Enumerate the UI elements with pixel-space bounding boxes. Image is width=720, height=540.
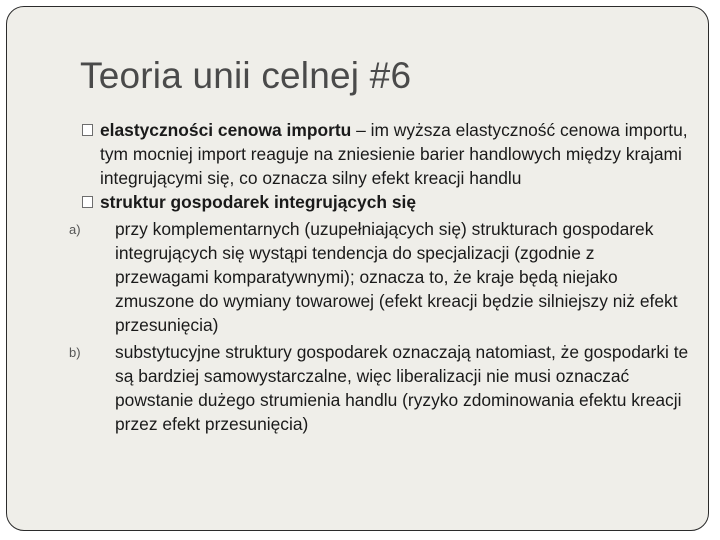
bullet-item-elasticity bbox=[80, 118, 690, 190]
square-bullet-icon bbox=[82, 196, 93, 208]
sub-item-b bbox=[69, 340, 690, 436]
sub-item-text: przy komplementarnych (uzupełniających się) strukturach gospodarek integrujących się wystąpi tendencja do specjalizacji (zgodnie z przewagami komparatywnymi); oznacza to, że kraje będą niejako zmuszone do wymiany towarowej (efekt kreacji będzie silniejszy niż efekt przesunięcia) bbox=[115, 219, 678, 335]
square-bullet-icon bbox=[82, 124, 93, 136]
bullet-item-structures bbox=[80, 190, 690, 214]
sub-item-text: substytucyjne struktury gospodarek oznaczają natomiast, że gospodarki te są bardziej samowystarczalne, więc liberalizacji nie musi oznaczać powstanie dużego strumienia handlu (ryzyko zdominowania efektu kreacji przez efekt przesunięcia) bbox=[115, 342, 689, 434]
bullet-heading: struktur gospodarek integrujących się bbox=[100, 192, 417, 212]
slide-body bbox=[69, 118, 690, 436]
bullet-heading: elastyczności cenowa importu bbox=[100, 120, 352, 140]
bullet-text: – im wyższa elastyczność cenowa importu, tym mocniej import reaguje na zniesienie barier handlowych między krajami integrującymi się, co oznacza silny efekt kreacji handlu bbox=[100, 120, 688, 188]
sub-item-marker: b) bbox=[69, 345, 81, 360]
sub-item-marker: a) bbox=[69, 222, 81, 237]
sub-item-a bbox=[69, 217, 690, 337]
slide-title: Teoria unii celnej #6 bbox=[80, 55, 412, 96]
